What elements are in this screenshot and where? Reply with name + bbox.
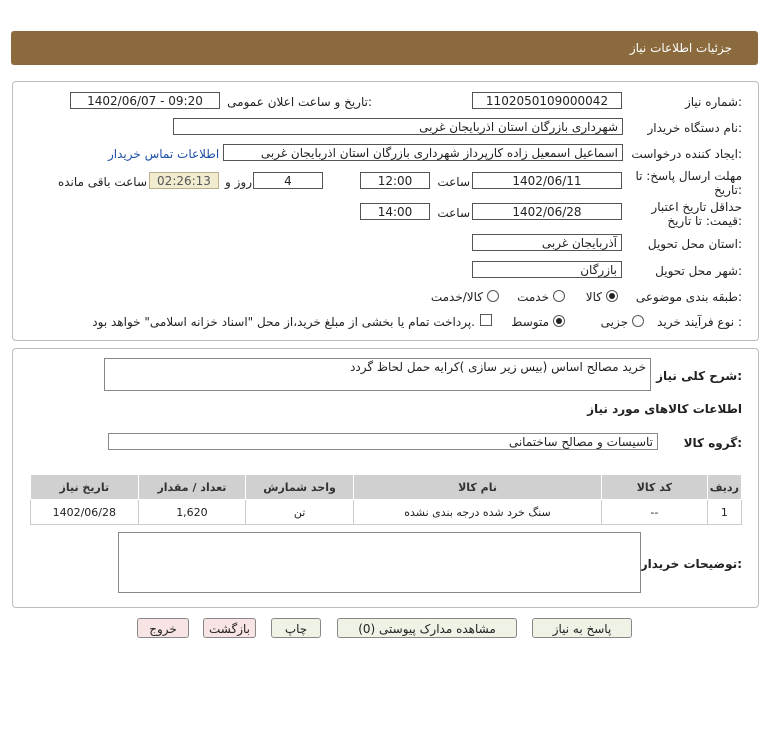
city-field: بازرگان [472, 261, 622, 278]
reply-time-label: ساعت [437, 175, 470, 189]
payment-note: پرداخت تمام یا بخشی از مبلغ خرید،از محل "اسناد خزانه اسلامی" خواهد بود. [92, 315, 475, 329]
category-goods-service-radio[interactable] [487, 290, 499, 302]
attachments-button[interactable]: مشاهده مدارک پیوستی (0) [337, 618, 517, 638]
validity-time-label: ساعت [437, 206, 470, 220]
table-header-row [31, 475, 742, 500]
buyer-field: شهرداری بازرگان استان اذربایجان غربی [173, 118, 623, 135]
validity-label: حداقل تاریخ اعتبار [651, 200, 742, 214]
validity-time-field: 14:00 [360, 203, 430, 220]
col-date: تاریخ نیاز [31, 475, 139, 500]
goods-group-label: گروه کالا: [683, 436, 742, 450]
exit-button[interactable]: خروج [137, 618, 189, 638]
process-medium-label: متوسط [511, 315, 549, 329]
goods-group-field: تاسیسات و مصالح ساختمانی [108, 433, 658, 450]
cell-date: 1402/06/28 [31, 500, 139, 525]
announce-field: 1402/06/07 - 09:20 [70, 92, 220, 109]
creator-label: ایجاد کننده درخواست: [631, 147, 742, 161]
goods-table [30, 474, 742, 525]
cell-quantity: 1,620 [138, 500, 246, 525]
contact-buyer-link[interactable]: اطلاعات تماس خریدار [108, 147, 220, 161]
buyer-notes-label: توضیحات خریدار: [640, 557, 742, 571]
process-label: نوع فرآیند خرید : [657, 315, 742, 329]
reply-button[interactable]: پاسخ به نیاز [532, 618, 632, 638]
category-service-label: خدمت [517, 290, 549, 304]
goods-info-heading: اطلاعات کالاهای مورد نیاز [587, 402, 742, 416]
city-label: شهر محل تحویل: [655, 264, 742, 278]
category-label: طبقه بندی موضوعی: [635, 290, 742, 304]
reply-deadline-label-2: تاریخ: [714, 183, 742, 197]
announce-label: تاریخ و ساعت اعلان عمومی: [227, 95, 372, 109]
cell-name: سنگ خرد شده درجه بندی نشده [353, 500, 601, 525]
buyer-label: نام دستگاه خریدار: [647, 121, 742, 135]
reply-deadline-label: مهلت ارسال پاسخ: تا [635, 169, 742, 183]
category-goods-radio[interactable] [606, 290, 618, 302]
cell-row: 1 [707, 500, 741, 525]
col-name: نام کالا [353, 475, 601, 500]
back-button[interactable]: بازگشت [203, 618, 256, 638]
category-service-radio[interactable] [553, 290, 565, 302]
treasury-checkbox[interactable] [480, 314, 492, 326]
col-quantity: تعداد / مقدار [138, 475, 246, 500]
process-minor-radio[interactable] [632, 315, 644, 327]
reply-time-field: 12:00 [360, 172, 430, 189]
process-medium-radio[interactable] [553, 315, 565, 327]
print-button[interactable]: چاپ [271, 618, 321, 638]
creator-field: اسماعیل اسمعیل زاده کارپرداز شهرداری بازرگان استان اذربایجان غربی [223, 144, 623, 161]
days-field: 4 [253, 172, 323, 189]
col-code: کد کالا [602, 475, 707, 500]
days-label: روز و [225, 175, 252, 189]
table-row [31, 500, 742, 525]
need-number-field: 1102050109000042 [472, 92, 622, 109]
need-number-label: شماره نیاز: [684, 95, 742, 109]
col-row: ردیف [707, 475, 741, 500]
validity-date-field: 1402/06/28 [472, 203, 622, 220]
province-label: استان محل تحویل: [647, 237, 742, 251]
summary-field: خرید مصالح اساس (بیس زیر سازی )کرایه حمل لحاظ گردد [104, 358, 651, 391]
remaining-label: ساعت باقی مانده [57, 175, 147, 189]
page-title: جزئیات اطلاعات نیاز [629, 41, 732, 55]
validity-label-2: قیمت: تا تاریخ: [667, 214, 742, 228]
cell-unit: تن [246, 500, 354, 525]
category-goods-service-label: کالا/خدمت [430, 290, 483, 304]
col-unit: واحد شمارش [246, 475, 354, 500]
process-minor-label: جزیی [600, 315, 628, 329]
remaining-time-field: 02:26:13 [149, 172, 219, 189]
page-header [11, 31, 758, 65]
buyer-notes-field [118, 532, 641, 593]
category-goods-label: کالا [585, 290, 602, 304]
summary-label: شرح کلی نیاز: [656, 369, 742, 383]
province-field: آذربایجان غربی [472, 234, 622, 251]
reply-date-field: 1402/06/11 [472, 172, 622, 189]
cell-code: -- [602, 500, 707, 525]
